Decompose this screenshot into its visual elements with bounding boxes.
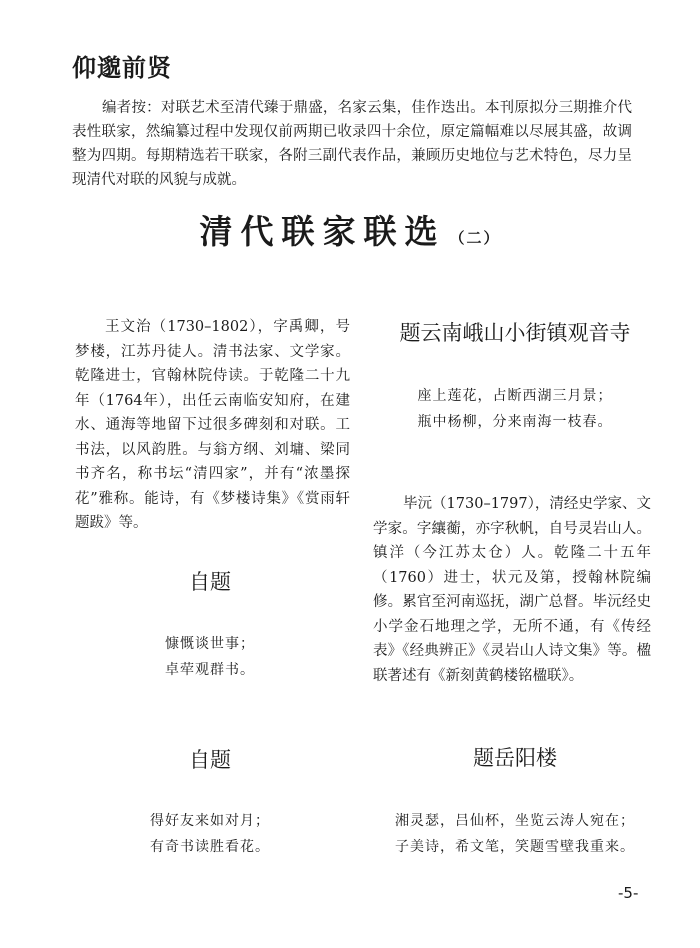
biography-wang-wenzhi: 王文治（1730–1802），字禹卿，号梦楼，江苏丹徒人。清书法家、文学家。乾隆进士，官翰林院侍读。于乾隆二十九年（1764年），出任云南临安知府，在建水、通海等地留下过很多碑刻和对联。工书法，以风韵胜。与翁方纲、刘墉、梁同书齐名，称书坛“清四家”，并有“浓墨探花”雅称。能诗，有《梦楼诗集》《赏雨轩题跋》等。 (75, 319, 350, 531)
couplet-title-yueyang-tower: 题岳阳楼 (473, 746, 557, 770)
main-title: 清代联家联选 (199, 212, 446, 251)
couplet-lower-line: 卓荦观群书。 (165, 662, 255, 678)
couplet-upper-line: 座上莲花，占断西湖三月景； (417, 388, 613, 404)
editor-note: 编者按：对联艺术至清代臻于鼎盛，名家云集，佳作迭出。本刊原拟分三期推介代表性联家，然编纂过程中发现仅前两期已收录四十余位，原定篇幅难以尽展其盛，故调整为四期。每期精选若干联家，各附三副代表作品，兼顾历史地位与艺术特色，尽力呈现清代对联的风貌与成就。 (72, 100, 632, 188)
couplet-upper-line: 得好友来如对月； (150, 813, 270, 829)
couplet-upper-line: 慷慨谈世事； (165, 636, 255, 652)
couplet-title-self-inscribed-1: 自题 (189, 570, 231, 594)
couplet-lower-line: 瓶中杨柳，分来南海一枝春。 (417, 414, 613, 430)
main-subtitle: （二） (449, 229, 501, 247)
biography-bi-yuan: 毕沅（1730–1797），清经史学家、文学家。字纕蘅，亦字秋帆，自号灵岩山人。镇洋（今江苏太仓）人。乾隆二十五年（1760）进士，状元及第，授翰林院编修。累官至河南巡抚，湖广总督。毕沅经史小学金石地理之学，无所不通，有《传经表》《经典辨正》《灵岩山人诗文集》等。楹联著述有《新刻黄鹤楼铭楹联》。 (373, 496, 651, 684)
page-number: -5- (618, 884, 639, 902)
couplet-yueyang-tower (380, 808, 650, 860)
couplet-self-inscribed-1 (130, 631, 290, 683)
couplet-upper-line: 湘灵瑟，吕仙杯，坐览云涛人宛在； (395, 813, 635, 829)
couplet-lower-line: 子美诗，希文笔，笑题雪壁我重来。 (395, 839, 635, 855)
couplet-lower-line: 有奇书读胜看花。 (150, 839, 270, 855)
couplet-title-guanyin-temple: 题云南峨山小街镇观音寺 (399, 321, 631, 345)
couplet-title-self-inscribed-2: 自题 (189, 748, 231, 772)
couplet-guanyin-temple (380, 383, 650, 435)
couplet-self-inscribed-2 (100, 808, 320, 860)
section-title: 仰邈前贤 (72, 54, 172, 82)
main-title-block (0, 206, 700, 253)
